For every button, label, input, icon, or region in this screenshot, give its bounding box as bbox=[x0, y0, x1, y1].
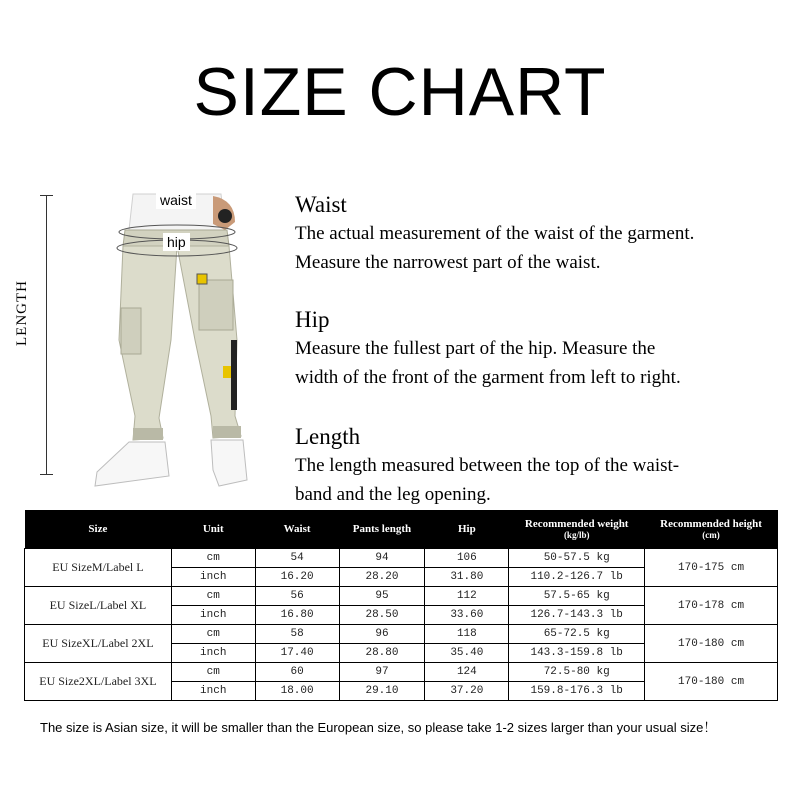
length-cell: 97 bbox=[339, 663, 425, 682]
size-note: The size is Asian size, it will be smaller than the European size, so please take 1-2 sizes larger than your usual size！ bbox=[40, 720, 717, 735]
unit-cell: cm bbox=[171, 549, 255, 568]
height-cell: 170-178 cm bbox=[645, 587, 778, 625]
hip-cell: 31.80 bbox=[425, 568, 509, 587]
cargo-pocket-right bbox=[199, 280, 233, 330]
unit-cell: inch bbox=[171, 644, 255, 663]
side-stripe bbox=[231, 340, 237, 410]
weight-cell: 65-72.5 kg bbox=[509, 625, 645, 644]
header-pants-length: Pants length bbox=[339, 510, 425, 549]
height-cell: 170-175 cm bbox=[645, 549, 778, 587]
header-rec-height-label: Recommended height bbox=[660, 518, 762, 530]
length-heading: Length bbox=[295, 424, 361, 449]
size-cell: EU SizeM/Label L bbox=[25, 549, 172, 587]
table-row bbox=[25, 625, 778, 644]
weight-cell: 57.5-65 kg bbox=[509, 587, 645, 606]
size-cell: EU SizeXL/Label 2XL bbox=[25, 625, 172, 663]
hip-cell: 106 bbox=[425, 549, 509, 568]
length-desc-line-1: The length measured between the top of the waist- bbox=[295, 455, 680, 476]
hip-heading: Hip bbox=[295, 307, 330, 332]
length-cell: 28.50 bbox=[339, 606, 425, 625]
weight-cell: 72.5-80 kg bbox=[509, 663, 645, 682]
unit-cell: cm bbox=[171, 663, 255, 682]
waist-cell: 16.80 bbox=[255, 606, 339, 625]
table-row bbox=[25, 663, 778, 682]
height-cell: 170-180 cm bbox=[645, 625, 778, 663]
size-cell: EU SizeL/Label XL bbox=[25, 587, 172, 625]
unit-cell: inch bbox=[171, 568, 255, 587]
length-description bbox=[295, 423, 679, 509]
header-waist: Waist bbox=[255, 510, 339, 549]
hip-cell: 33.60 bbox=[425, 606, 509, 625]
hip-tag: hip bbox=[163, 233, 190, 251]
length-cap-bottom bbox=[40, 474, 53, 475]
left-shoe bbox=[95, 442, 169, 486]
length-desc-line-2: band and the leg opening. bbox=[295, 484, 491, 505]
header-recommended-height bbox=[645, 510, 778, 549]
header-unit: Unit bbox=[171, 510, 255, 549]
right-shoe bbox=[211, 440, 247, 486]
height-cell: 170-180 cm bbox=[645, 663, 778, 701]
unit-cell: cm bbox=[171, 625, 255, 644]
unit-cell: inch bbox=[171, 606, 255, 625]
waist-description bbox=[295, 191, 694, 277]
length-cell: 95 bbox=[339, 587, 425, 606]
left-cuff bbox=[133, 428, 163, 440]
waist-cell: 17.40 bbox=[255, 644, 339, 663]
weight-cell: 143.3-159.8 lb bbox=[509, 644, 645, 663]
hip-cell: 124 bbox=[425, 663, 509, 682]
waist-cell: 54 bbox=[255, 549, 339, 568]
table-row bbox=[25, 587, 778, 606]
cargo-patch bbox=[197, 274, 207, 284]
size-table bbox=[24, 510, 778, 701]
waist-cell: 18.00 bbox=[255, 682, 339, 701]
waist-tag: waist bbox=[156, 191, 196, 209]
right-cuff bbox=[213, 426, 241, 438]
side-label bbox=[223, 366, 231, 378]
header-recommended-weight bbox=[509, 510, 645, 549]
length-cell: 28.80 bbox=[339, 644, 425, 663]
hip-description bbox=[295, 306, 681, 392]
watch-icon bbox=[218, 209, 232, 223]
weight-cell: 110.2-126.7 lb bbox=[509, 568, 645, 587]
waist-cell: 56 bbox=[255, 587, 339, 606]
header-rec-weight-label: Recommended weight bbox=[524, 518, 629, 530]
unit-cell: cm bbox=[171, 587, 255, 606]
hip-cell: 35.40 bbox=[425, 644, 509, 663]
waist-cell: 60 bbox=[255, 663, 339, 682]
header-rec-height-unit: (cm) bbox=[702, 530, 720, 540]
cargo-pocket-left bbox=[121, 308, 141, 354]
length-cell: 96 bbox=[339, 625, 425, 644]
weight-cell: 159.8-176.3 lb bbox=[509, 682, 645, 701]
table-header-row bbox=[25, 510, 778, 549]
hip-cell: 112 bbox=[425, 587, 509, 606]
header-size: Size bbox=[25, 510, 172, 549]
waist-heading: Waist bbox=[295, 192, 347, 217]
weight-cell: 50-57.5 kg bbox=[509, 549, 645, 568]
length-label: LENGTH bbox=[14, 280, 30, 346]
weight-cell: 126.7-143.3 lb bbox=[509, 606, 645, 625]
size-cell: EU Size2XL/Label 3XL bbox=[25, 663, 172, 701]
table-row bbox=[25, 549, 778, 568]
waist-desc-line-1: The actual measurement of the waist of the garment. bbox=[295, 223, 695, 244]
length-dimension-line bbox=[46, 195, 47, 475]
hip-desc-line-1: Measure the fullest part of the hip. Measure the bbox=[295, 338, 656, 359]
hip-cell: 118 bbox=[425, 625, 509, 644]
hip-cell: 37.20 bbox=[425, 682, 509, 701]
unit-cell: inch bbox=[171, 682, 255, 701]
header-rec-weight-unit: (kg/lb) bbox=[563, 530, 590, 540]
length-cell: 29.10 bbox=[339, 682, 425, 701]
hip-desc-line-2: width of the front of the garment from left to right. bbox=[295, 367, 681, 388]
page-title: SIZE CHART bbox=[193, 54, 607, 130]
waist-cell: 16.20 bbox=[255, 568, 339, 587]
length-cell: 28.20 bbox=[339, 568, 425, 587]
waist-cell: 58 bbox=[255, 625, 339, 644]
waist-desc-line-2: Measure the narrowest part of the waist. bbox=[295, 252, 601, 273]
header-hip: Hip bbox=[425, 510, 509, 549]
length-cell: 94 bbox=[339, 549, 425, 568]
length-cap-top bbox=[40, 195, 53, 196]
